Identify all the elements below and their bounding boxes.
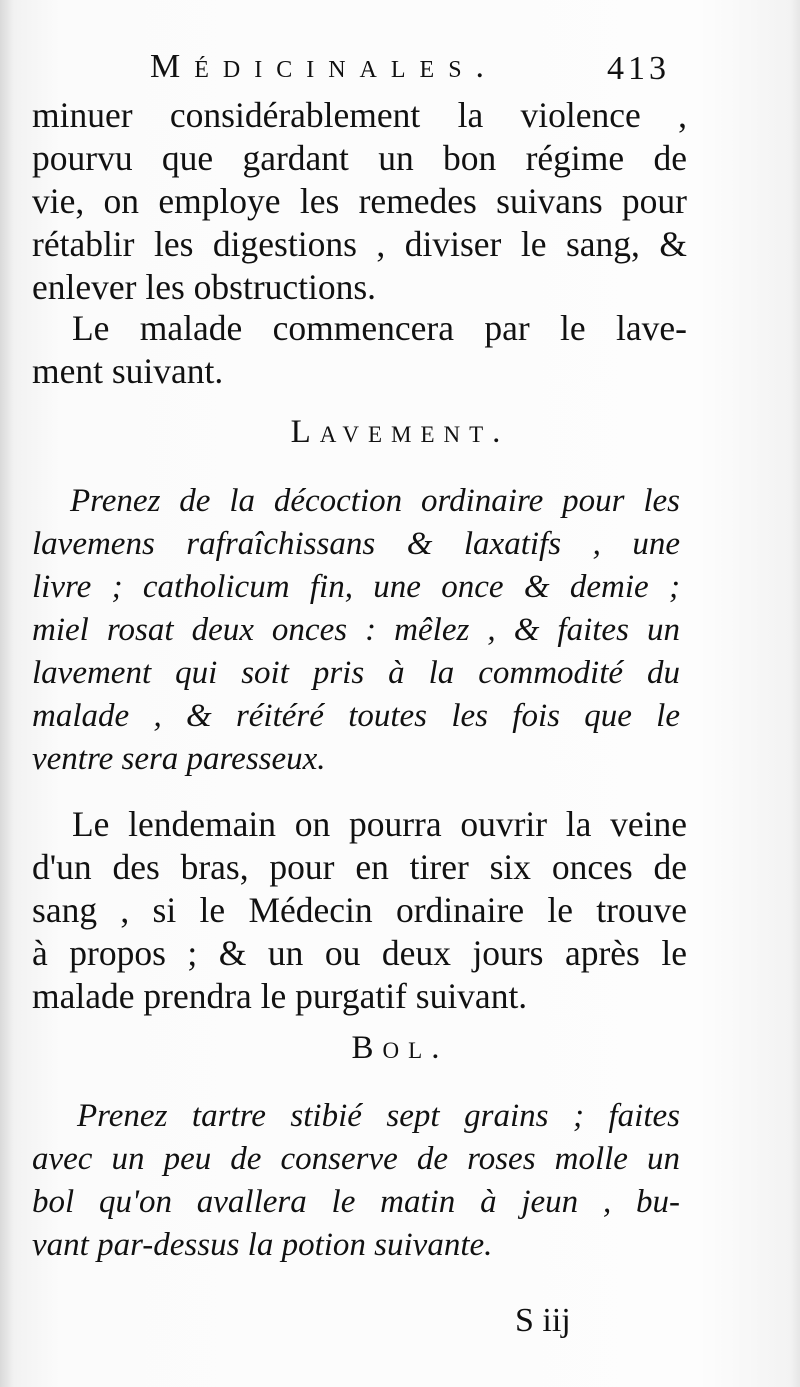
signature-mark: S iij	[515, 1302, 571, 1339]
lavement-intro-paragraph	[32, 307, 687, 393]
recipe-line: Prenez de la décoction ordinaire pour les	[70, 483, 680, 519]
recipe-line: Prenez tartre stibié sept grains ; faites	[77, 1098, 680, 1134]
text-line: enlever les obstructions.	[32, 267, 377, 307]
section-heading-bol: Bol.	[351, 1030, 449, 1066]
recipe-line: lavemens rafraîchissans & laxatifs , une	[32, 526, 680, 562]
recipe-line: vant par-dessus la potion suivante.	[32, 1227, 493, 1263]
second-paragraph	[32, 803, 687, 1018]
text-line: minuer considérablement la violence ,	[32, 95, 687, 135]
recipe-line: lavement qui soit pris à la commodité du	[32, 655, 680, 691]
recipe-line: avec un peu de conserve de roses molle un	[32, 1141, 680, 1177]
lavement-recipe	[32, 480, 680, 781]
text-line: malade prendra le purgatif suivant.	[32, 976, 528, 1016]
text-line: ment suivant.	[32, 351, 224, 391]
text-line: Le malade commencera par le lave-	[72, 308, 687, 348]
text-line: d'un des bras, pour en tirer six onces de	[32, 847, 687, 887]
running-title: Médicinales.	[150, 48, 499, 85]
recipe-line: livre ; catholicum fin, une once & demie ;	[32, 569, 680, 605]
text-line: pourvu que gardant un bon régime de	[32, 138, 687, 178]
text-line: à propos ; & un ou deux jours après le	[32, 933, 687, 973]
page-header	[150, 48, 670, 98]
text-line: Le lendemain on pourra ouvrir la veine	[72, 804, 687, 844]
recipe-line: bol qu'on avallera le matin à jeun , bu-	[32, 1184, 680, 1220]
text-line: vie, on employe les remedes suivans pour	[32, 181, 687, 221]
recipe-line: malade , & réitéré toutes les fois que le	[32, 698, 680, 734]
page-number: 413	[607, 50, 670, 87]
text-line: rétablir les digestions , diviser le sang, &	[32, 224, 687, 264]
text-line: sang , si le Médecin ordinaire le trouve	[32, 890, 687, 930]
recipe-line: miel rosat deux onces : mêlez , & faites un	[32, 612, 680, 648]
bol-recipe	[32, 1095, 680, 1267]
recipe-line: ventre sera paresseux.	[32, 741, 326, 777]
section-heading-lavement: Lavement.	[290, 414, 510, 450]
intro-paragraph	[32, 94, 687, 309]
